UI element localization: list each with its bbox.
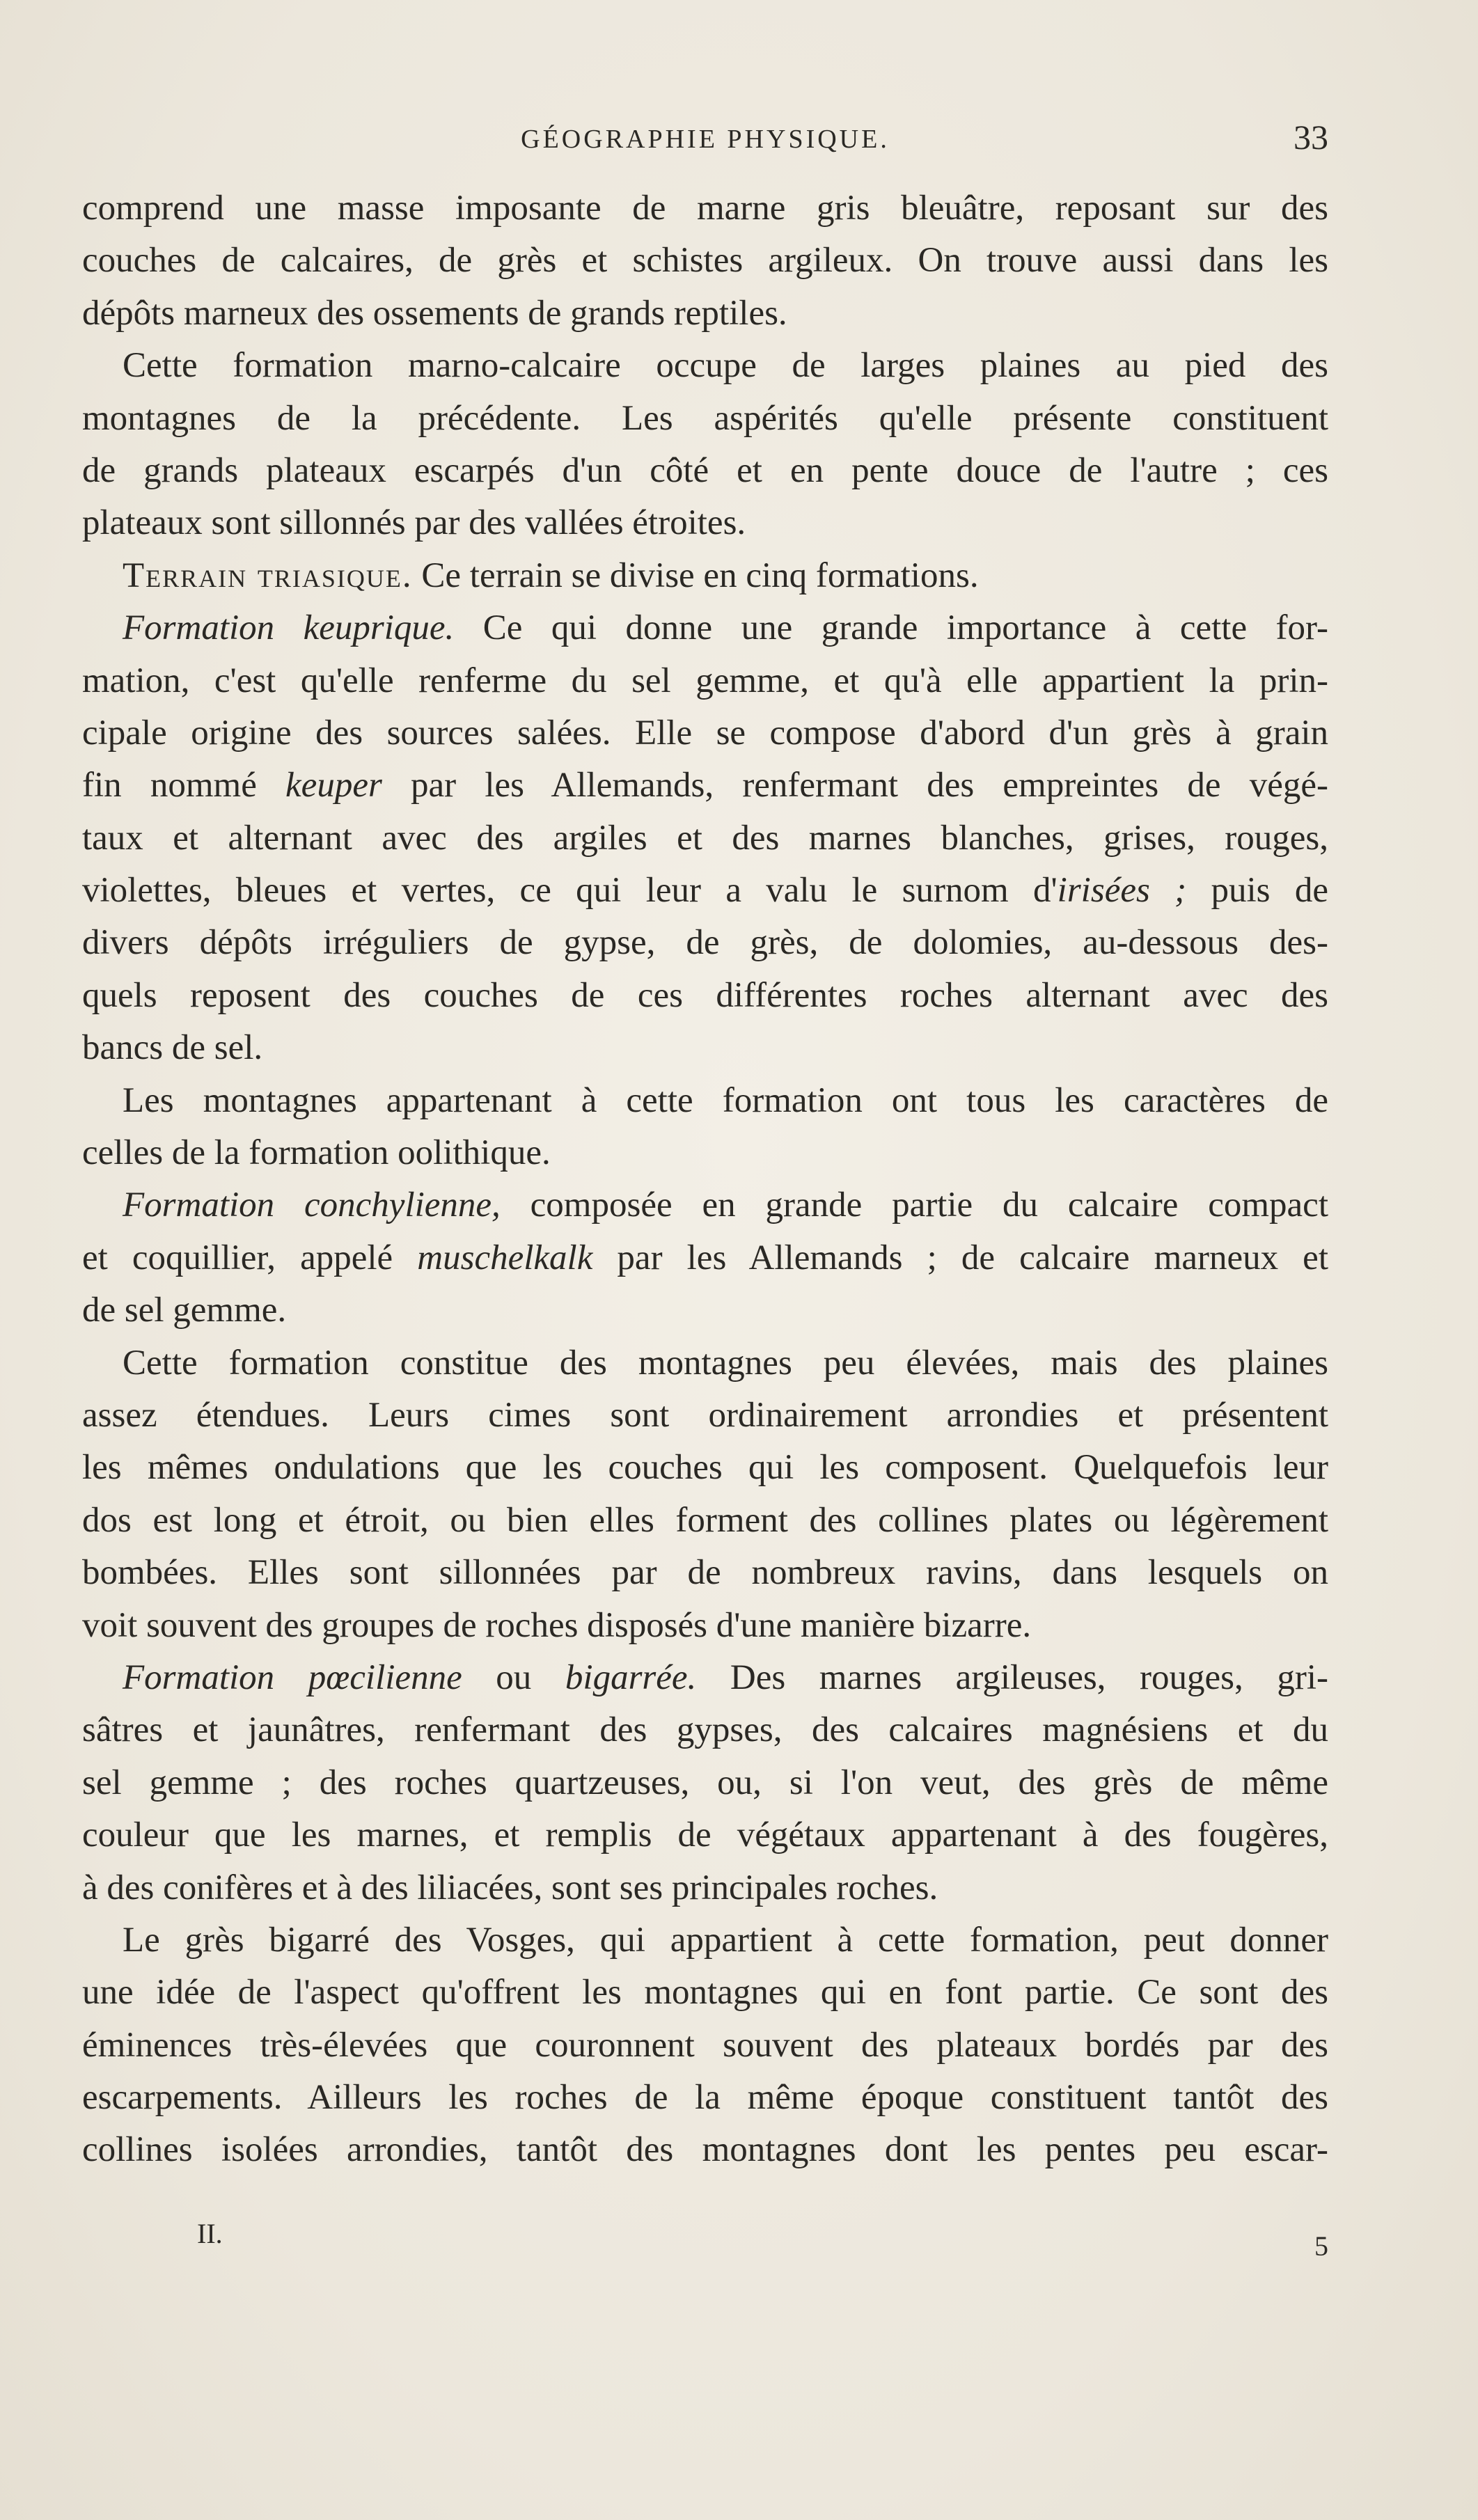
text-line: voit souvent des groupes de roches disposés d'une manière bizarre. bbox=[82, 1605, 1032, 1645]
text-run: violettes, bleues et vertes, ce qui leur a valu le surnom d' bbox=[82, 871, 1058, 911]
text-run: puis de bbox=[1186, 871, 1328, 911]
italic-heading: bigarrée. bbox=[565, 1657, 697, 1697]
text-line: cipale origine des sources salées. Elle se compose d'abord d'un grès à grain bbox=[82, 713, 1328, 753]
sheet-number: 5 bbox=[1314, 2230, 1328, 2262]
text-line: dos est long et étroit, ou bien elles forment des collines plates ou légèrement bbox=[82, 1500, 1328, 1540]
text-line bbox=[82, 865, 1328, 917]
text-line: Cette formation constitue des montagnes peu élevées, mais des plaines bbox=[123, 1343, 1328, 1383]
running-title: GÉOGRAPHIE PHYSIQUE. bbox=[521, 125, 890, 154]
text-line: à des conifères et à des liliacées, sont ses principales roches. bbox=[82, 1868, 938, 1907]
italic-heading: Formation pœcilienne bbox=[123, 1657, 462, 1697]
page-footer bbox=[82, 2217, 1328, 2262]
text-line: mation, c'est qu'elle renferme du sel gemme, et qu'à elle appartient la prin- bbox=[82, 661, 1328, 700]
text-run: ou bbox=[462, 1657, 565, 1697]
page-header bbox=[82, 117, 1328, 166]
text-line: collines isolées arrondies, tantôt des montagnes dont les pentes peu escar- bbox=[82, 2130, 1328, 2170]
text-line bbox=[82, 1232, 1328, 1284]
text-line: escarpements. Ailleurs les roches de la même époque constituent tantôt des bbox=[82, 2078, 1328, 2118]
text-line: plateaux sont sillonnés par des vallées étroites. bbox=[82, 503, 746, 543]
italic-term: muschelkalk bbox=[417, 1238, 593, 1277]
text-line: de grands plateaux escarpés d'un côté et en pente douce de l'autre ; ces bbox=[82, 450, 1328, 490]
text-run: Des marnes argileuses, rouges, gri- bbox=[696, 1657, 1328, 1697]
section-heading-line bbox=[82, 550, 1328, 602]
text-run: composée en grande partie du calcaire compact bbox=[500, 1186, 1328, 1225]
body-text bbox=[82, 182, 1328, 2177]
text-line: couleur que les marnes, et remplis de végétaux appartenant à des fougères, bbox=[82, 1816, 1328, 1855]
section-heading: Terrain triasique. bbox=[123, 556, 413, 595]
text-line bbox=[82, 602, 1328, 654]
text-line: bancs de sel. bbox=[82, 1028, 263, 1068]
text-line: quels reposent des couches de ces différentes roches alternant avec des bbox=[82, 975, 1328, 1015]
text-line: dépôts marneux des ossements de grands reptiles. bbox=[82, 293, 787, 333]
text-line bbox=[82, 759, 1328, 812]
text-line: montagnes de la précédente. Les aspérités qu'elle présente constituent bbox=[82, 398, 1328, 438]
text-line: assez étendues. Leurs cimes sont ordinairement arrondies et présentent bbox=[82, 1395, 1328, 1435]
text-line: comprend une masse imposante de marne gris bleuâtre, reposant sur des bbox=[82, 189, 1328, 228]
text-line bbox=[82, 1179, 1328, 1231]
text-line: bombées. Elles sont sillonnées par de nombreux ravins, dans lesquels on bbox=[82, 1553, 1328, 1593]
text-line: sel gemme ; des roches quartzeuses, ou, si l'on veut, des grès de même bbox=[82, 1763, 1328, 1802]
text-line: couches de calcaires, de grès et schistes argileux. On trouve aussi dans les bbox=[82, 241, 1328, 281]
text-line: celles de la formation oolithique. bbox=[82, 1133, 551, 1173]
text-line: de sel gemme. bbox=[82, 1291, 287, 1330]
italic-term: irisées ; bbox=[1057, 871, 1187, 911]
text-line bbox=[82, 1652, 1328, 1704]
italic-heading: Formation conchylienne, bbox=[123, 1186, 501, 1225]
italic-heading: Formation keuprique. bbox=[123, 608, 455, 648]
text-line: une idée de l'aspect qu'offrent les montagnes qui en font partie. Ce sont des bbox=[82, 1973, 1328, 2013]
text-line: taux et alternant avec des argiles et des marnes blanches, grises, rouges, bbox=[82, 818, 1328, 858]
text-line: éminences très-élevées que couronnent souvent des plateaux bordés par des bbox=[82, 2025, 1328, 2065]
text-run: fin nommé bbox=[82, 766, 286, 805]
text-line: les mêmes ondulations que les couches qui les composent. Quelquefois leur bbox=[82, 1448, 1328, 1488]
text-run: Ce qui donne une grande importance à cette for- bbox=[454, 608, 1328, 648]
italic-term: keuper bbox=[285, 766, 382, 805]
text-run: par les Allemands, renfermant des empreintes de végé- bbox=[382, 766, 1328, 805]
text-line: divers dépôts irréguliers de gypse, de grès, de dolomies, au-dessous des- bbox=[82, 923, 1328, 963]
text-line: Les montagnes appartenant à cette formation ont tous les caractères de bbox=[123, 1080, 1328, 1120]
page-number: 33 bbox=[1294, 118, 1328, 157]
text-run: Ce terrain se divise en cinq formations. bbox=[412, 556, 979, 595]
text-line: Cette formation marno-calcaire occupe de larges plaines au pied des bbox=[123, 346, 1328, 386]
signature-mark: II. bbox=[197, 2218, 223, 2249]
text-run: par les Allemands ; de calcaire marneux et bbox=[592, 1238, 1328, 1277]
text-run: et coquillier, appelé bbox=[82, 1238, 418, 1277]
text-line: sâtres et jaunâtres, renfermant des gypses, des calcaires magnésiens et du bbox=[82, 1710, 1328, 1750]
text-line: Le grès bigarré des Vosges, qui appartient à cette formation, peut donner bbox=[123, 1920, 1328, 1960]
